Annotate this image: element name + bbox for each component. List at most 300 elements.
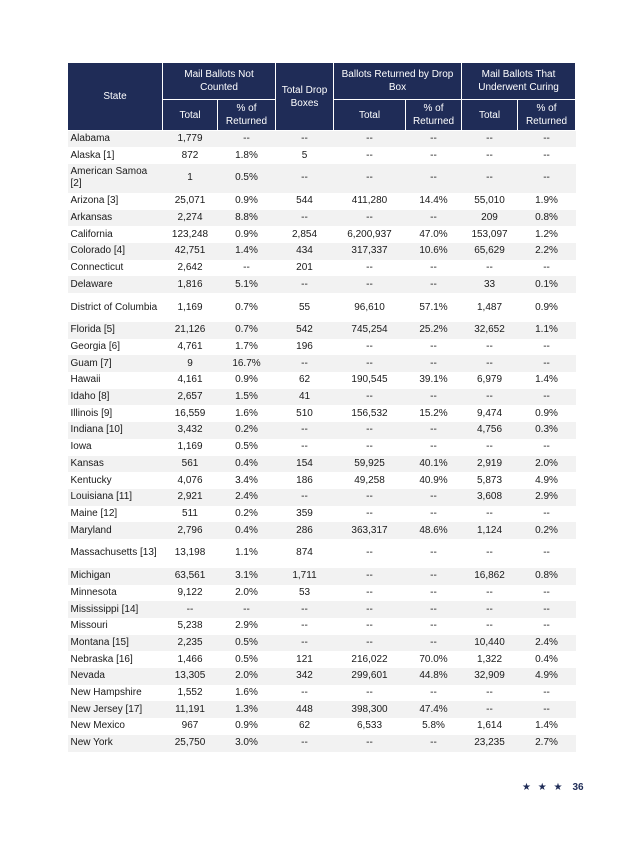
curing-total: 2,919 [462, 456, 518, 473]
drop-box-returned-total: 49,258 [334, 472, 406, 489]
drop-boxes-total: 121 [276, 651, 334, 668]
drop-box-returned-pct: -- [406, 422, 462, 439]
state-cell: Delaware [68, 276, 163, 293]
not-counted-total: 9,122 [163, 585, 218, 602]
curing-total: -- [462, 685, 518, 702]
drop-boxes-total: 55 [276, 293, 334, 322]
not-counted-total: 123,248 [163, 226, 218, 243]
state-cell: American Samoa [2] [68, 164, 163, 193]
state-cell: Nebraska [16] [68, 651, 163, 668]
drop-box-returned-pct: -- [406, 355, 462, 372]
curing-pct: -- [518, 539, 576, 568]
not-counted-pct: 3.0% [218, 735, 276, 752]
state-cell: Mississippi [14] [68, 601, 163, 618]
curing-pct: -- [518, 339, 576, 356]
drop-box-returned-total: -- [334, 210, 406, 227]
not-counted-total: 16,559 [163, 405, 218, 422]
not-counted-pct: 0.7% [218, 322, 276, 339]
state-cell: Arkansas [68, 210, 163, 227]
drop-box-returned-pct: -- [406, 489, 462, 506]
not-counted-total: 511 [163, 506, 218, 523]
drop-box-returned-total: 317,337 [334, 243, 406, 260]
not-counted-pct: 0.2% [218, 422, 276, 439]
header-state: State [68, 63, 163, 131]
state-cell: Kentucky [68, 472, 163, 489]
not-counted-total: 2,235 [163, 635, 218, 652]
drop-box-returned-pct: -- [406, 685, 462, 702]
drop-box-returned-total: -- [334, 276, 406, 293]
table-row [68, 601, 576, 618]
drop-box-returned-total: -- [334, 635, 406, 652]
state-cell: Hawaii [68, 372, 163, 389]
drop-boxes-total: -- [276, 164, 334, 193]
not-counted-pct: 3.4% [218, 472, 276, 489]
drop-box-returned-pct: -- [406, 439, 462, 456]
curing-total: -- [462, 506, 518, 523]
curing-pct: 1.4% [518, 718, 576, 735]
drop-box-returned-total: 363,317 [334, 522, 406, 539]
drop-box-returned-pct: -- [406, 389, 462, 406]
drop-box-returned-total: 156,532 [334, 405, 406, 422]
curing-total: -- [462, 618, 518, 635]
not-counted-total: 872 [163, 147, 218, 164]
drop-box-returned-pct: -- [406, 635, 462, 652]
not-counted-total: 2,921 [163, 489, 218, 506]
not-counted-pct: 2.4% [218, 489, 276, 506]
not-counted-total: 4,161 [163, 372, 218, 389]
curing-total: 23,235 [462, 735, 518, 752]
drop-box-returned-total: -- [334, 685, 406, 702]
drop-boxes-total: 286 [276, 522, 334, 539]
drop-box-returned-total: -- [334, 539, 406, 568]
state-cell: Minnesota [68, 585, 163, 602]
drop-box-returned-total: -- [334, 355, 406, 372]
drop-boxes-total: -- [276, 439, 334, 456]
curing-pct: 0.4% [518, 651, 576, 668]
table-row [68, 243, 576, 260]
drop-box-returned-pct: -- [406, 601, 462, 618]
table-row [68, 193, 576, 210]
header-drop-box-returned: Ballots Returned by Drop Box [334, 63, 462, 100]
not-counted-total: -- [163, 601, 218, 618]
curing-total: -- [462, 131, 518, 148]
not-counted-total: 4,761 [163, 339, 218, 356]
not-counted-total: 1,552 [163, 685, 218, 702]
state-cell: New Mexico [68, 718, 163, 735]
not-counted-total: 13,305 [163, 668, 218, 685]
drop-box-returned-total: 96,610 [334, 293, 406, 322]
drop-box-returned-pct: 5.8% [406, 718, 462, 735]
not-counted-pct: 2.0% [218, 585, 276, 602]
state-cell: Colorado [4] [68, 243, 163, 260]
table-row [68, 147, 576, 164]
drop-box-returned-total: 216,022 [334, 651, 406, 668]
drop-box-returned-total: 299,601 [334, 668, 406, 685]
curing-total: -- [462, 539, 518, 568]
table-row [68, 718, 576, 735]
drop-box-returned-total: 6,533 [334, 718, 406, 735]
not-counted-total: 5,238 [163, 618, 218, 635]
not-counted-total: 561 [163, 456, 218, 473]
not-counted-total: 21,126 [163, 322, 218, 339]
not-counted-pct: 0.9% [218, 193, 276, 210]
curing-pct: 2.9% [518, 489, 576, 506]
not-counted-total: 2,657 [163, 389, 218, 406]
table-row [68, 276, 576, 293]
drop-box-returned-pct: 14.4% [406, 193, 462, 210]
drop-box-returned-total: -- [334, 439, 406, 456]
curing-total: 153,097 [462, 226, 518, 243]
drop-box-returned-total: -- [334, 618, 406, 635]
curing-pct: 4.9% [518, 668, 576, 685]
table-body [68, 131, 576, 752]
drop-box-returned-pct: 10.6% [406, 243, 462, 260]
not-counted-pct: 0.9% [218, 718, 276, 735]
curing-pct: -- [518, 389, 576, 406]
drop-box-returned-total: 398,300 [334, 701, 406, 718]
curing-total: -- [462, 585, 518, 602]
curing-pct: 2.0% [518, 456, 576, 473]
table-row [68, 355, 576, 372]
drop-boxes-total: -- [276, 601, 334, 618]
drop-boxes-total: 196 [276, 339, 334, 356]
drop-box-returned-total: 59,925 [334, 456, 406, 473]
not-counted-pct: 0.7% [218, 293, 276, 322]
curing-pct: 4.9% [518, 472, 576, 489]
curing-pct: 0.8% [518, 568, 576, 585]
state-cell: Alaska [1] [68, 147, 163, 164]
state-cell: Alabama [68, 131, 163, 148]
state-cell: California [68, 226, 163, 243]
drop-boxes-total: -- [276, 210, 334, 227]
curing-pct: 0.9% [518, 293, 576, 322]
drop-box-returned-total: 6,200,937 [334, 226, 406, 243]
not-counted-total: 13,198 [163, 539, 218, 568]
drop-box-returned-total: -- [334, 568, 406, 585]
table-row [68, 293, 576, 322]
not-counted-pct: 0.5% [218, 164, 276, 193]
drop-boxes-total: -- [276, 735, 334, 752]
drop-box-returned-pct: 25.2% [406, 322, 462, 339]
drop-box-returned-total: -- [334, 260, 406, 277]
drop-box-returned-pct: 40.9% [406, 472, 462, 489]
curing-total: -- [462, 355, 518, 372]
not-counted-pct: -- [218, 601, 276, 618]
drop-boxes-total: 434 [276, 243, 334, 260]
curing-pct: -- [518, 701, 576, 718]
header-drop-boxes: Total Drop Boxes [276, 63, 334, 131]
not-counted-total: 25,750 [163, 735, 218, 752]
state-cell: District of Columbia [68, 293, 163, 322]
curing-pct: -- [518, 506, 576, 523]
curing-total: 16,862 [462, 568, 518, 585]
not-counted-pct: 0.2% [218, 506, 276, 523]
not-counted-total: 2,642 [163, 260, 218, 277]
drop-box-returned-total: -- [334, 601, 406, 618]
drop-boxes-total: 448 [276, 701, 334, 718]
drop-boxes-total: 62 [276, 718, 334, 735]
curing-total: 4,756 [462, 422, 518, 439]
curing-pct: 2.7% [518, 735, 576, 752]
not-counted-total: 1 [163, 164, 218, 193]
drop-boxes-total: 2,854 [276, 226, 334, 243]
curing-total: 3,608 [462, 489, 518, 506]
table-row [68, 422, 576, 439]
not-counted-pct: 0.5% [218, 635, 276, 652]
curing-pct: 1.1% [518, 322, 576, 339]
table-row [68, 522, 576, 539]
table-row [68, 618, 576, 635]
drop-boxes-total: 53 [276, 585, 334, 602]
drop-box-returned-pct: -- [406, 210, 462, 227]
curing-total: 32,909 [462, 668, 518, 685]
curing-pct: 2.4% [518, 635, 576, 652]
state-cell: Indiana [10] [68, 422, 163, 439]
curing-total: 1,322 [462, 651, 518, 668]
drop-box-returned-pct: -- [406, 585, 462, 602]
curing-total: 209 [462, 210, 518, 227]
table-row [68, 131, 576, 148]
curing-pct: 2.2% [518, 243, 576, 260]
drop-box-returned-pct: -- [406, 131, 462, 148]
state-cell: Idaho [8] [68, 389, 163, 406]
table-row [68, 668, 576, 685]
table-row [68, 260, 576, 277]
table-row [68, 635, 576, 652]
page-footer [522, 782, 584, 793]
state-cell: Louisiana [11] [68, 489, 163, 506]
curing-total: 1,487 [462, 293, 518, 322]
drop-box-returned-pct: 70.0% [406, 651, 462, 668]
table-row [68, 322, 576, 339]
curing-total: -- [462, 164, 518, 193]
not-counted-pct: 0.5% [218, 651, 276, 668]
drop-boxes-total: 510 [276, 405, 334, 422]
table-row [68, 735, 576, 752]
table-row [68, 472, 576, 489]
drop-box-returned-pct: 48.6% [406, 522, 462, 539]
table-row [68, 539, 576, 568]
not-counted-total: 2,796 [163, 522, 218, 539]
not-counted-total: 1,779 [163, 131, 218, 148]
ballot-data-table [67, 62, 576, 752]
curing-total: 5,873 [462, 472, 518, 489]
drop-boxes-total: -- [276, 276, 334, 293]
drop-box-returned-pct: -- [406, 339, 462, 356]
not-counted-total: 11,191 [163, 701, 218, 718]
curing-pct: 0.3% [518, 422, 576, 439]
drop-box-returned-pct: 15.2% [406, 405, 462, 422]
drop-box-returned-total: -- [334, 585, 406, 602]
page-number: 36 [572, 782, 584, 793]
state-cell: Montana [15] [68, 635, 163, 652]
curing-total: -- [462, 389, 518, 406]
drop-box-returned-total: -- [334, 422, 406, 439]
curing-total: 55,010 [462, 193, 518, 210]
subheader-total: Total [334, 100, 406, 131]
curing-pct: 0.2% [518, 522, 576, 539]
state-cell: Nevada [68, 668, 163, 685]
state-cell: Kansas [68, 456, 163, 473]
not-counted-total: 42,751 [163, 243, 218, 260]
not-counted-pct: 0.5% [218, 439, 276, 456]
drop-box-returned-pct: -- [406, 276, 462, 293]
subheader-pct-returned: % of Returned [518, 100, 576, 131]
drop-box-returned-pct: -- [406, 735, 462, 752]
state-cell: New Hampshire [68, 685, 163, 702]
drop-boxes-total: 874 [276, 539, 334, 568]
drop-box-returned-total: -- [334, 147, 406, 164]
curing-pct: -- [518, 601, 576, 618]
drop-boxes-total: 201 [276, 260, 334, 277]
drop-boxes-total: 544 [276, 193, 334, 210]
curing-pct: -- [518, 147, 576, 164]
drop-box-returned-total: -- [334, 131, 406, 148]
curing-total: -- [462, 439, 518, 456]
drop-box-returned-pct: -- [406, 506, 462, 523]
curing-pct: 1.9% [518, 193, 576, 210]
state-cell: Illinois [9] [68, 405, 163, 422]
not-counted-pct: 5.1% [218, 276, 276, 293]
not-counted-pct: 1.1% [218, 539, 276, 568]
table-row [68, 226, 576, 243]
curing-pct: 0.1% [518, 276, 576, 293]
curing-total: 33 [462, 276, 518, 293]
not-counted-total: 1,816 [163, 276, 218, 293]
state-cell: Missouri [68, 618, 163, 635]
curing-total: 9,474 [462, 405, 518, 422]
state-cell: Arizona [3] [68, 193, 163, 210]
table-row [68, 339, 576, 356]
not-counted-pct: 16.7% [218, 355, 276, 372]
state-cell: New York [68, 735, 163, 752]
not-counted-total: 3,432 [163, 422, 218, 439]
table-row [68, 405, 576, 422]
not-counted-pct: 1.6% [218, 405, 276, 422]
not-counted-total: 1,169 [163, 439, 218, 456]
drop-box-returned-total: -- [334, 389, 406, 406]
curing-pct: -- [518, 355, 576, 372]
header-curing: Mail Ballots That Underwent Curing [462, 63, 576, 100]
drop-box-returned-pct: -- [406, 147, 462, 164]
curing-total: -- [462, 147, 518, 164]
drop-boxes-total: -- [276, 618, 334, 635]
not-counted-total: 4,076 [163, 472, 218, 489]
not-counted-pct: 1.3% [218, 701, 276, 718]
drop-boxes-total: 359 [276, 506, 334, 523]
not-counted-pct: 1.7% [218, 339, 276, 356]
not-counted-pct: 0.4% [218, 522, 276, 539]
not-counted-total: 1,169 [163, 293, 218, 322]
subheader-total: Total [163, 100, 218, 131]
table-row [68, 489, 576, 506]
drop-box-returned-pct: -- [406, 618, 462, 635]
drop-boxes-total: 186 [276, 472, 334, 489]
state-cell: Iowa [68, 439, 163, 456]
drop-box-returned-pct: 47.0% [406, 226, 462, 243]
state-cell: Guam [7] [68, 355, 163, 372]
subheader-pct-returned: % of Returned [218, 100, 276, 131]
curing-pct: 1.4% [518, 372, 576, 389]
drop-boxes-total: 542 [276, 322, 334, 339]
drop-box-returned-pct: -- [406, 260, 462, 277]
drop-box-returned-pct: 39.1% [406, 372, 462, 389]
not-counted-pct: 3.1% [218, 568, 276, 585]
drop-boxes-total: -- [276, 131, 334, 148]
curing-pct: 0.9% [518, 405, 576, 422]
state-cell: Massachusetts [13] [68, 539, 163, 568]
state-cell: Connecticut [68, 260, 163, 277]
curing-total: -- [462, 601, 518, 618]
state-cell: Michigan [68, 568, 163, 585]
curing-total: 6,979 [462, 372, 518, 389]
not-counted-total: 25,071 [163, 193, 218, 210]
not-counted-pct: 2.0% [218, 668, 276, 685]
drop-box-returned-pct: 44.8% [406, 668, 462, 685]
state-cell: Florida [5] [68, 322, 163, 339]
drop-boxes-total: 342 [276, 668, 334, 685]
table-row [68, 651, 576, 668]
drop-box-returned-pct: 40.1% [406, 456, 462, 473]
not-counted-pct: 8.8% [218, 210, 276, 227]
table-row [68, 701, 576, 718]
curing-pct: -- [518, 260, 576, 277]
not-counted-total: 967 [163, 718, 218, 735]
drop-boxes-total: 154 [276, 456, 334, 473]
curing-total: 65,629 [462, 243, 518, 260]
not-counted-pct: 2.9% [218, 618, 276, 635]
table-row [68, 164, 576, 193]
drop-boxes-total: -- [276, 355, 334, 372]
not-counted-total: 9 [163, 355, 218, 372]
drop-box-returned-pct: -- [406, 164, 462, 193]
not-counted-total: 63,561 [163, 568, 218, 585]
drop-box-returned-total: -- [334, 506, 406, 523]
drop-box-returned-total: 745,254 [334, 322, 406, 339]
curing-total: -- [462, 260, 518, 277]
drop-box-returned-total: -- [334, 164, 406, 193]
drop-box-returned-pct: -- [406, 539, 462, 568]
table-row [68, 372, 576, 389]
curing-pct: 1.2% [518, 226, 576, 243]
drop-boxes-total: 1,711 [276, 568, 334, 585]
not-counted-pct: 0.9% [218, 372, 276, 389]
drop-boxes-total: -- [276, 422, 334, 439]
state-cell: New Jersey [17] [68, 701, 163, 718]
drop-box-returned-total: -- [334, 735, 406, 752]
not-counted-pct: 1.5% [218, 389, 276, 406]
curing-total: 1,614 [462, 718, 518, 735]
drop-boxes-total: -- [276, 489, 334, 506]
header-not-counted: Mail Ballots Not Counted [163, 63, 276, 100]
table-row [68, 389, 576, 406]
drop-boxes-total: 41 [276, 389, 334, 406]
subheader-total: Total [462, 100, 518, 131]
drop-boxes-total: -- [276, 685, 334, 702]
curing-pct: 0.8% [518, 210, 576, 227]
not-counted-pct: -- [218, 131, 276, 148]
table-row [68, 210, 576, 227]
table-row [68, 506, 576, 523]
state-cell: Georgia [6] [68, 339, 163, 356]
not-counted-total: 1,466 [163, 651, 218, 668]
not-counted-pct: 1.6% [218, 685, 276, 702]
curing-pct: -- [518, 131, 576, 148]
curing-total: 32,652 [462, 322, 518, 339]
state-cell: Maryland [68, 522, 163, 539]
table-row [68, 685, 576, 702]
not-counted-pct: 0.4% [218, 456, 276, 473]
